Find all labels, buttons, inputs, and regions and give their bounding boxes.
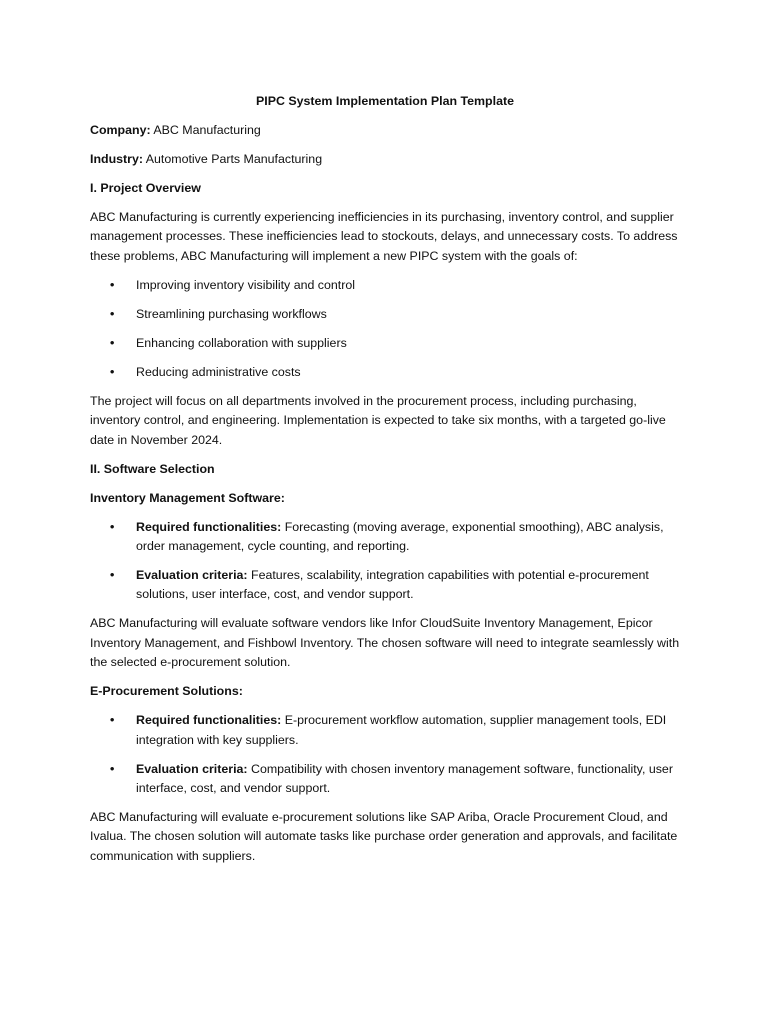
item-text: Features, scalability, integration capabilities with potential e-procurement solutions, user interface, cost, and vendor support.: [136, 568, 649, 602]
list-item: [90, 276, 680, 295]
goal-text: Improving inventory visibility and control: [136, 277, 355, 292]
industry-label: Industry:: [90, 152, 144, 166]
eprocurement-criteria-list: [90, 711, 680, 798]
goal-text: Enhancing collaboration with suppliers: [136, 335, 347, 350]
item-text: Forecasting (moving average, exponential smoothing), ABC analysis, order management, cycle counting, and reporting.: [136, 519, 664, 554]
goal-text: Reducing administrative costs: [136, 364, 301, 379]
list-item: [90, 566, 680, 605]
bullet-icon: •: [110, 761, 115, 776]
list-item: [90, 760, 680, 799]
inventory-criteria-list: [90, 518, 680, 605]
bullet-icon: •: [110, 335, 115, 350]
industry-value: Automotive Parts Manufacturing: [143, 152, 323, 166]
document-page: [90, 92, 680, 876]
goal-text: Streamlining purchasing workflows: [136, 306, 327, 321]
item-label: Required functionalities:: [136, 713, 282, 728]
item-label: Evaluation criteria:: [136, 761, 248, 776]
item-text: Compatibility with chosen inventory management software, functionality, user interface, cost, and vendor support.: [136, 761, 673, 796]
bullet-icon: •: [110, 519, 115, 534]
project-overview-intro: ABC Manufacturing is currently experiencing inefficiencies in its purchasing, inventory control, and supplier management processes. These inefficiencies lead to stockouts, delays, and unnecessary costs. To address these problems, ABC Manufacturing will implement a new PIPC system with the goals of:: [90, 210, 678, 263]
item-label: Required functionalities:: [136, 519, 282, 534]
bullet-icon: •: [110, 306, 115, 321]
bullet-icon: •: [110, 713, 115, 728]
company-label: Company:: [90, 123, 151, 137]
industry-line: [90, 150, 680, 169]
section-heading-project-overview: I. Project Overview: [90, 181, 201, 195]
list-item: [90, 363, 680, 382]
subheading-inventory-management: Inventory Management Software:: [90, 490, 285, 505]
eprocurement-summary-paragraph: ABC Manufacturing will evaluate e-procurement solutions like SAP Ariba, Oracle Procurement Cloud, and Ivalua. The chosen solution will automate tasks like purchase order generation and approvals, and facilitate communication with suppliers.: [90, 810, 678, 863]
bullet-icon: •: [110, 568, 115, 583]
item-text: E-procurement workflow automation, supplier management tools, EDI integration with key suppliers.: [136, 713, 667, 747]
goals-list: [90, 276, 680, 382]
bullet-icon: •: [110, 277, 115, 292]
company-line: [90, 121, 680, 140]
document-title: PIPC System Implementation Plan Template: [256, 94, 514, 108]
inventory-summary-paragraph: ABC Manufacturing will evaluate software vendors like Infor CloudSuite Inventory Management, Epicor Inventory Management, and Fishbowl Inventory. The chosen software will need to integrate seamlessly with the selected e-procurement solution.: [90, 616, 680, 670]
list-item: [90, 334, 680, 353]
company-value: ABC Manufacturing: [150, 123, 261, 137]
bullet-icon: •: [110, 364, 115, 379]
list-item: [90, 711, 680, 750]
item-label: Evaluation criteria:: [136, 568, 248, 583]
list-item: [90, 305, 680, 324]
subheading-e-procurement: E-Procurement Solutions:: [90, 684, 243, 699]
project-scope-paragraph: The project will focus on all departments involved in the procurement process, including purchasing, inventory control, and engineering. Implementation is expected to take six months, with a targeted go-live date in November 2024.: [90, 393, 666, 447]
section-heading-software-selection: II. Software Selection: [90, 461, 215, 476]
list-item: [90, 518, 680, 557]
